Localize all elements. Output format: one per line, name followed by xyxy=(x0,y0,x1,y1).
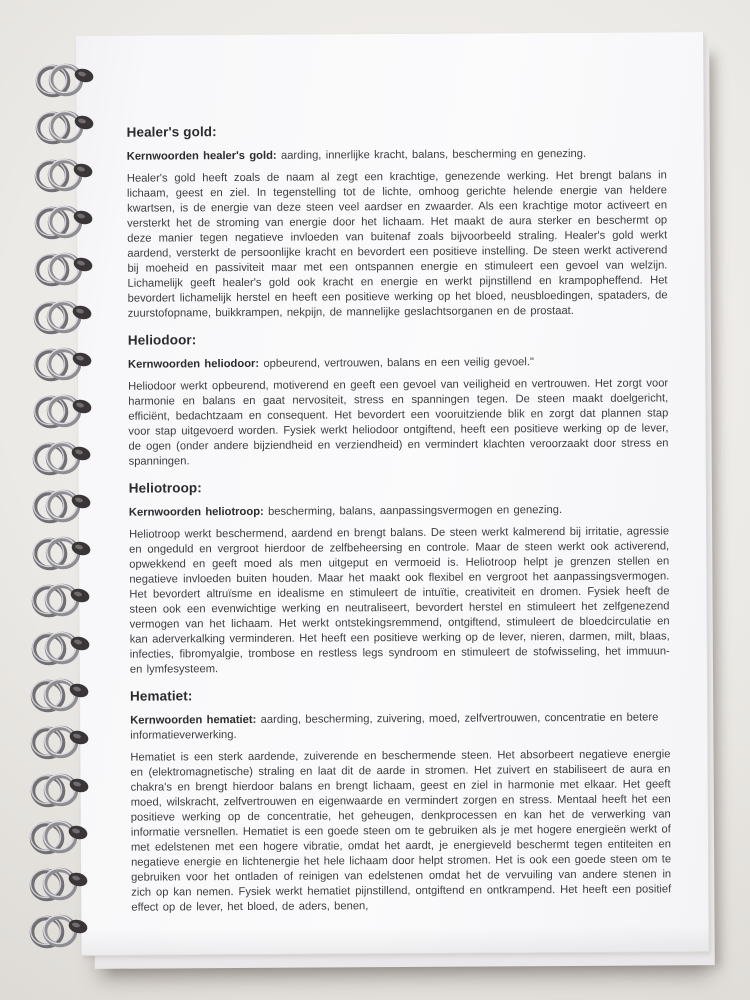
section-heading: Heliodoor: xyxy=(127,332,197,348)
keywords-text: opbeurend, vertrouwen, balans en een veilig gevoel." xyxy=(263,356,534,370)
section-heliodoor xyxy=(128,328,669,469)
keywords-label: Kernwoorden heliotroop: xyxy=(128,505,264,519)
keywords-text: aarding, innerlijke kracht, balans, bescherming en genezing. xyxy=(280,147,587,162)
section-heading: Heliotroop: xyxy=(128,480,202,496)
keywords-label: Kernwoorden heliodoor: xyxy=(127,357,260,371)
keywords-line xyxy=(128,354,668,372)
section-hematiet xyxy=(130,684,671,915)
keywords-line xyxy=(127,146,667,164)
keywords-label: Kernwoorden healer's gold: xyxy=(126,149,277,163)
keywords-line xyxy=(130,710,670,743)
keywords-line xyxy=(129,502,669,520)
keywords-text: aarding, bescherming, zuivering, moed, zelfvertrouwen, concentratie en betere informatieverwerking. xyxy=(130,711,659,742)
section-heading: Hematiet: xyxy=(129,688,193,704)
section-healers-gold xyxy=(127,120,668,321)
keywords-text: bescherming, balans, aanpassingsvermogen en genezing. xyxy=(268,504,563,518)
section-body: Heliotroop werkt beschermend, aardend en brengt balans. De steen werkt kalmerend bij irritatie, agressie en ongeduld en vergroot hierdoor de zelfbeheersing en controle. Maar de steen werkt ook activerend, opwekkend en geeft moed als men uitgeput en vermoeid is. Heliotroop helpt je grenzen stellen en negatieve invloeden buiten houden. Maar het maakt ook flexibel en vergroot het aanpassingsvermogen. Het bevordert altruïsme en idealisme en stimuleert de intuïtie, creativiteit en dromen. Fysiek heeft de steen ook een evenwichtige werking en neutraliseert, bevordert herstel en stimuleert het zelfgenezend vermogen van het lichaam. Het werkt ontstekingsremmend, ontgiftend, stimuleert de bloedcirculatie en kan aderverkalking verminderen. Het heeft een positieve werking op de lever, nieren, darmen, milt, blaas, infecties, fibromyalgie, trombose en restless legs syndroom en stimuleert de stofwisseling, het immuun- en lymfesysteem. xyxy=(129,525,670,676)
keywords-label: Kernwoorden hematiet: xyxy=(130,713,257,727)
section-body: Healer's gold heeft zoals de naam al zegt een krachtige, genezende werking. Het brengt balans in lichaam, geest en ziel. In tegenstelling tot de lichte, omhoog gerichte helende energie van heldere kwartsen, is de energie van deze steen veel aardser en zwaarder. Als een krachtige motor activeert en versterkt het de stroming van energie door het lichaam. Het maakt de aura sterker en beschermt op deze manier tegen negatieve invloeden van buitenaf zoals bijvoorbeeld straling. Healer's gold werkt aardend, versterkt de persoonlijke kracht en bevordert een positieve instelling. De steen werkt activerend bij moeheid en passiviteit maar met een ontspannen energie en stimuleert een gevoel van welzijn. Lichamelijk geeft healer's gold ook kracht en energie en werkt pijnstillend en krampopheffend. Het bevordert lichamelijk herstel en heeft een positieve werking op het bloed, neusbloedingen, spataders, de zuurstofopname, buikkrampen, nekpijn, de mannelijke geslachtsorganen en de prostaat. xyxy=(126,169,668,320)
section-body: Heliodoor werkt opbeurend, motiverend en geeft een gevoel van veiligheid en vertrouwen. Het zorgt voor harmonie en balans en gaat nervositeit, stress en spanningen tegen. De steen maakt doelgericht, efficiënt, bedachtzaam en consequent. Het bevordert een vooruitziende blik en zorgt dat plannen stap voor stap uitgevoerd worden. Fysiek werkt heliodoor ontgiftend, heeft een positieve werking op de lever, de ogen (onder andere bijziendheid en verziendheid) en vermindert klachten veroorzaakt door stress en spanningen. xyxy=(128,377,669,468)
notebook-page xyxy=(76,32,709,955)
section-body: Hematiet is een sterk aardende, zuiverende en beschermende steen. Het absorbeert negatieve energie en (elektromagnetische) straling en laat dit de aarde in stromen. Het zuivert en stabiliseert de aura en chakra's en brengt hierdoor balans en brengt lichaam, geest en ziel in harmonie met elkaar. Het geeft moed, wilskracht, zelfvertrouwen en eigenwaarde en vermindert zorgen en stress. Mentaal heeft het een positieve werking op de concentratie, het geheugen, denkprocessen en kan het de verwerking van informatie versnellen. Hematiet is een goede steen om te gebruiken als je met hogere energieën werkt of met edelstenen met een hogere vibratie, omdat het aardt, je energieveld beschermt tegen entiteiten en negatieve energie en lichtenergie het hele lichaam door helpt stromen. Het is ook een goede steen om te gebruiken voor het ontladen of reinigen van edelstenen omdat het de vervuiling van andere stenen in zich op kan nemen. Fysiek werkt hematiet pijnstillend, ontgiftend en ontkrampend. Het heeft een positief effect op de lever, het bloed, de aders, benen, xyxy=(130,748,672,914)
page-content xyxy=(127,120,672,925)
section-heliotroop xyxy=(129,476,670,677)
section-heading: Healer's gold: xyxy=(126,124,217,140)
